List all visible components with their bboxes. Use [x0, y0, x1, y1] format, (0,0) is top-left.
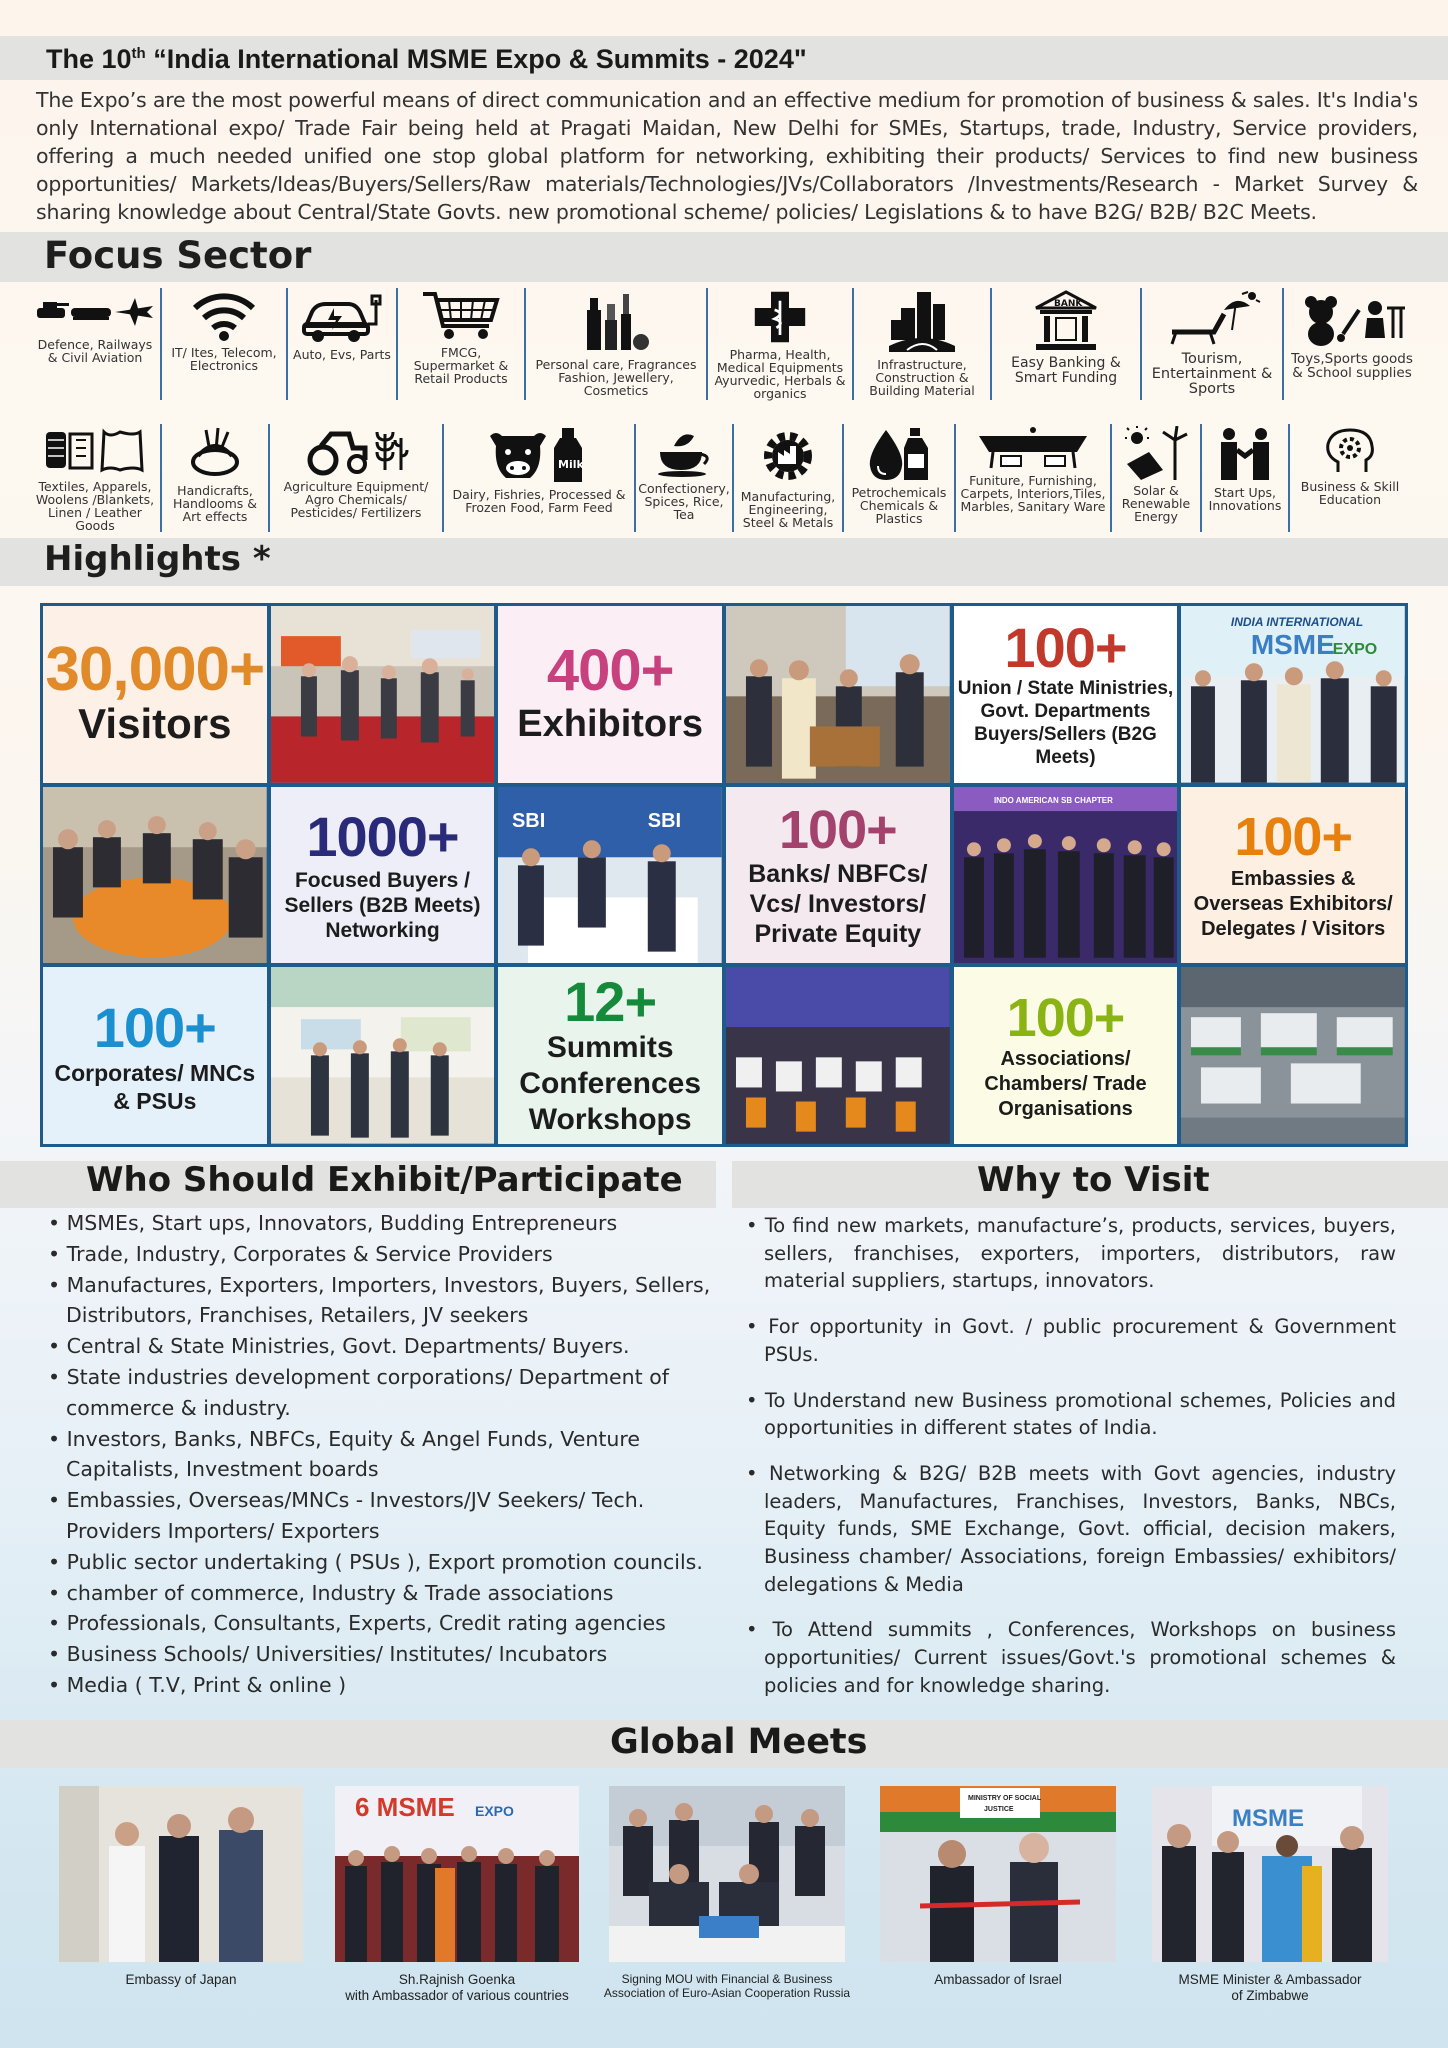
sector-label: Start Ups, Innovations	[1208, 485, 1282, 513]
svg-text:JUSTICE: JUSTICE	[984, 1806, 1014, 1813]
intro-paragraph: The Expo’s are the most powerful means of direct communication and an effective medium for promotion of business & sales. It's India's only International expo/ Trade Fair being held at Pragati Maidan, New Delhi for SMEs, Startups, trade, Industry, Service providers, offering a much needed unified one stop global platform for networking, exhibiting their products/ Services to find new business opportunities/ Markets/Ideas/Buyers/Sellers/Raw materials/Technologies/JVs/Collaborators /Investments/Research - Market Survey & sharing knowledge about Central/State Govts. new promotional scheme/ policies/ Legislations & to have B2G/ B2B/ B2C Meets.	[36, 88, 1418, 224]
sector-fmcg	[398, 288, 526, 400]
meet-photo	[880, 1786, 1116, 1962]
defence-icon	[35, 290, 155, 334]
highlight-banks	[726, 787, 950, 964]
highlight-number: 400+	[546, 638, 674, 704]
meet-caption-line2: Association of Euro-Asian Cooperation Russia	[603, 1986, 851, 2000]
list-item: • Embassies, Overseas/MNCs - Investors/JV Seekers/ Tech. Providers Importers/ Exporters	[48, 1488, 645, 1543]
meet-caption: Sh.Rajnish Goenka	[398, 1972, 516, 1987]
highlight-ministries	[954, 606, 1178, 783]
highlight-number: 12+	[564, 969, 657, 1033]
sector-label: Funiture, Furnishing, Carpets, Interiors,Tiles, Marbles, Sanitary Ware	[960, 473, 1106, 514]
ministers-photo	[726, 606, 950, 783]
sector-personal-care	[526, 288, 708, 400]
meet-photo	[1152, 1786, 1388, 1962]
crowd-photo	[271, 606, 495, 783]
highlight-number: 100+	[1006, 988, 1125, 1049]
textile-icon	[40, 426, 150, 476]
list-item: • To find new markets, manufacture’s, products, services, buyers, sellers, franchises, exporters, importers, distributors, raw material suppliers, startups, innovators.	[746, 1214, 1396, 1293]
sector-label: Manufacturing, Engineering, Steel & Metals	[740, 489, 836, 530]
highlight-associations	[954, 967, 1178, 1144]
stall-group-photo	[271, 967, 495, 1144]
cart-icon	[421, 290, 501, 342]
svg-text:Milk: Milk	[558, 458, 584, 471]
medical-cross-icon	[750, 290, 810, 344]
svg-text:INDIA INTERNATIONAL: INDIA INTERNATIONAL	[1231, 615, 1364, 630]
wifi-icon	[189, 290, 259, 342]
sector-row-2	[30, 424, 1420, 532]
svg-text:INDO AMERICAN SB CHAPTER: INDO AMERICAN SB CHAPTER	[993, 795, 1113, 805]
meet-japan	[58, 1786, 304, 1988]
meet-caption: Embassy of Japan	[125, 1972, 237, 1987]
sector-handicrafts	[162, 424, 270, 532]
svg-text:SBI: SBI	[648, 809, 682, 832]
highlight-number: 100+	[1234, 807, 1352, 868]
cosmetics-icon	[581, 290, 651, 354]
sbi-stall-photo	[498, 787, 722, 964]
list-item: • Trade, Industry, Corporates & Service Providers	[48, 1241, 553, 1266]
sector-solar	[1112, 424, 1202, 532]
photo-sbi-stall	[498, 787, 722, 964]
toys-icon	[1297, 290, 1407, 348]
list-item: • Networking & B2G/ B2B meets with Govt agencies, industry leaders, Manufactures, Franchises, Investors, Banks, NBCs, Equity funds, SME Exchange, Govt. official, decision makers, Business chamber/ Associations, foreign Embassies/ exhibitors/ delegations & Media	[746, 1461, 1396, 1596]
photo-indo-american	[954, 787, 1178, 964]
sector-toys	[1284, 288, 1420, 400]
ev-car-icon	[300, 290, 384, 344]
list-item: • To Understand new Business promotional schemes, Policies and opportunities in different states of India.	[746, 1388, 1396, 1440]
buildings-icon	[887, 290, 957, 354]
highlight-number: 30,000+	[45, 635, 265, 705]
highlight-number: 100+	[779, 799, 897, 860]
sector-label: Infrastructure, Construction & Building Material	[869, 357, 975, 398]
dairy-icon	[484, 426, 594, 484]
sector-agriculture	[270, 424, 444, 532]
beach-icon	[1162, 290, 1262, 348]
highlight-embassies	[1181, 787, 1405, 964]
meet-photo	[59, 1786, 303, 1962]
sector-label: Tourism, Entertainment & Sports	[1151, 351, 1273, 397]
highlight-text: Union / State Ministries, Govt. Departments Buyers/Sellers (B2G Meets)	[957, 678, 1174, 769]
list-item: • Public sector undertaking ( PSUs ), Export promotion councils.	[48, 1549, 703, 1574]
handshake-icon	[1215, 426, 1275, 482]
highlight-text: Focused Buyers / Sellers (B2B Meets) Networking	[284, 869, 481, 943]
highlights-title: Highlights *	[44, 539, 271, 579]
svg-text:BANK: BANK	[1054, 299, 1083, 309]
global-title: Global Meets	[610, 1722, 868, 1762]
highlight-text: Summits Conferences Workshops	[519, 1030, 702, 1136]
gear-factory-icon	[758, 426, 818, 486]
stage-photo	[1181, 606, 1405, 783]
sector-startups	[1202, 424, 1290, 532]
list-item: • chamber of commerce, Industry & Trade associations	[48, 1580, 614, 1605]
highlight-b2b	[271, 787, 495, 964]
sector-defence	[30, 288, 162, 400]
sector-label: Auto, Evs, Parts	[293, 347, 391, 362]
sector-dairy	[444, 424, 636, 532]
bank-icon	[1032, 290, 1100, 352]
sector-petrochemicals	[844, 424, 956, 532]
list-item: • Media ( T.V, Print & online )	[48, 1672, 347, 1697]
sector-label: Agriculture Equipment/ Agro Chemicals/ Pesticides/ Fertilizers	[283, 479, 429, 520]
highlight-corporates	[43, 967, 267, 1144]
sector-pharma	[708, 288, 854, 400]
highlight-exhibitors	[498, 606, 722, 783]
tea-icon	[654, 426, 714, 478]
sector-auto	[288, 288, 398, 400]
sector-manufacturing	[734, 424, 844, 532]
svg-text:SBI: SBI	[512, 809, 546, 832]
sector-label: Easy Banking & Smart Funding	[1011, 355, 1121, 386]
meet-zimbabwe	[1150, 1786, 1390, 2004]
meet-caption: Signing MOU with Financial & Business	[621, 1972, 833, 1986]
highlights-grid	[40, 603, 1408, 1147]
photo-round-table	[43, 787, 267, 964]
sector-label: IT/ Ites, Telecom, Electronics	[171, 345, 277, 373]
sector-label: Defence, Railways & Civil Aviation	[37, 337, 153, 365]
sector-label: Petrochemicals Chemicals & Plastics	[851, 485, 947, 526]
sector-label: Dairy, Fishries, Processed & Frozen Food, Farm Feed	[452, 487, 626, 515]
photo-expo-stage	[1181, 606, 1405, 783]
sector-banking	[992, 288, 1142, 400]
svg-text:EXPO: EXPO	[475, 1803, 514, 1819]
meet-goenka	[334, 1786, 580, 2004]
highlight-text: Embassies & Overseas Exhibitors/ Delegates / Visitors	[1193, 868, 1393, 941]
list-item: • Professionals, Consultants, Experts, Credit rating agencies	[48, 1611, 666, 1636]
svg-text:MSME: MSME	[1251, 629, 1336, 661]
exhibition-hall-photo	[1181, 967, 1405, 1144]
meet-caption: Ambassador of Israel	[934, 1972, 1062, 1987]
sector-infrastructure	[854, 288, 992, 400]
highlight-text: Corporates/ MNCs & PSUs	[54, 1059, 256, 1114]
tractor-icon	[301, 426, 411, 476]
why-list	[742, 1212, 1396, 1718]
highlight-text: Visitors	[78, 700, 232, 748]
photo-stall-group	[271, 967, 495, 1144]
sector-label: Confectionery, Spices, Rice, Tea	[638, 481, 730, 522]
page-title: The 10th “India International MSME Expo & Summits - 2024"	[46, 44, 807, 74]
round-table-photo	[43, 787, 267, 964]
sector-label: FMCG, Supermarket & Retail Products	[413, 345, 509, 386]
list-item: • Investors, Banks, NBFCs, Equity & Angel Funds, Venture Capitalists, Investment boards	[48, 1426, 640, 1482]
highlight-summits	[498, 967, 722, 1144]
meet-photo	[609, 1786, 845, 1962]
sector-label: Toys,Sports goods & School supplies	[1291, 351, 1413, 381]
highlight-text: Associations/ Chambers/ Trade Organisations	[984, 1048, 1147, 1121]
highlight-number: 1000+	[306, 805, 459, 869]
meet-russia-mou	[602, 1786, 852, 2000]
sector-confectionery	[636, 424, 734, 532]
sector-label: Solar & Renewable Energy	[1121, 483, 1191, 524]
highlight-text: Banks/ NBFCs/ Vcs/ Investors/ Private Equity	[748, 859, 928, 948]
highlight-number: 100+	[93, 995, 216, 1059]
why-title: Why to Visit	[977, 1160, 1210, 1200]
brain-gear-icon	[1322, 426, 1378, 476]
photo-crowd	[271, 606, 495, 783]
meet-israel	[878, 1786, 1118, 1988]
highlight-text: Exhibitors	[517, 703, 704, 746]
sector-furniture	[956, 424, 1112, 532]
sector-row-1	[30, 288, 1420, 400]
sector-tourism	[1142, 288, 1284, 400]
list-item: • MSMEs, Start ups, Innovators, Budding Entrepreneurs	[48, 1211, 618, 1235]
list-item: • State industries development corporations/ Department of commerce & industry.	[48, 1364, 669, 1420]
svg-text:6 MSME: 6 MSME	[355, 1792, 455, 1822]
highlight-number: 100+	[1004, 616, 1127, 680]
list-item: • Central & State Ministries, Govt. Departments/ Buyers.	[48, 1334, 630, 1359]
who-title: Who Should Exhibit/Participate	[86, 1160, 683, 1200]
list-item: • For opportunity in Govt. / public procurement & Government PSUs.	[746, 1315, 1397, 1366]
svg-text:MSME: MSME	[1232, 1805, 1304, 1832]
solar-icon	[1123, 426, 1189, 480]
sector-textiles	[30, 424, 162, 532]
sector-label: Personal care, Fragrances Fashion, Jewellery, Cosmetics	[535, 357, 697, 398]
svg-text:MINISTRY OF SOCIAL: MINISTRY OF SOCIAL	[968, 1795, 1042, 1802]
focus-sector-title: Focus Sector	[44, 234, 312, 277]
meet-caption: MSME Minister & Ambassador	[1178, 1972, 1362, 1987]
meet-caption-line2: with Ambassador of various countries	[345, 1988, 569, 2003]
oil-drop-icon	[864, 426, 934, 482]
sector-label: Business & Skill Education	[1300, 479, 1400, 507]
highlight-visitors	[43, 606, 267, 783]
photo-auditorium	[726, 967, 950, 1144]
sector-label: Pharma, Health, Medical Equipments Ayurvedic, Herbals & organics	[714, 347, 846, 401]
sector-label: Handicrafts, Handlooms & Art effects	[172, 483, 258, 524]
indo-american-photo	[954, 787, 1178, 964]
meet-photo	[335, 1786, 579, 1962]
photo-exhibition-hall	[1181, 967, 1405, 1144]
furniture-icon	[973, 426, 1093, 470]
who-list	[46, 1208, 726, 1701]
sector-education	[1290, 424, 1410, 532]
auditorium-photo	[726, 967, 950, 1144]
sector-label: Textiles, Apparels, Woolens /Blankets, Linen / Leather Goods	[35, 479, 155, 533]
list-item: • To Attend summits , Conferences, Workshops on business opportunities/ Current issues/Govt.'s promotional schemes & policies and for knowledge sharing.	[746, 1618, 1396, 1697]
list-item: • Business Schools/ Universities/ Institutes/ Incubators	[48, 1642, 608, 1667]
photo-ministers	[726, 606, 950, 783]
svg-text:EXPO: EXPO	[1333, 641, 1378, 659]
list-item: • Manufactures, Exporters, Importers, Investors, Buyers, Sellers, Distributors, Franchises, Retailers, JV seekers	[48, 1272, 711, 1328]
sector-it	[162, 288, 288, 400]
meet-caption-line2: of Zimbabwe	[1231, 1988, 1309, 2003]
handicraft-icon	[180, 426, 250, 480]
